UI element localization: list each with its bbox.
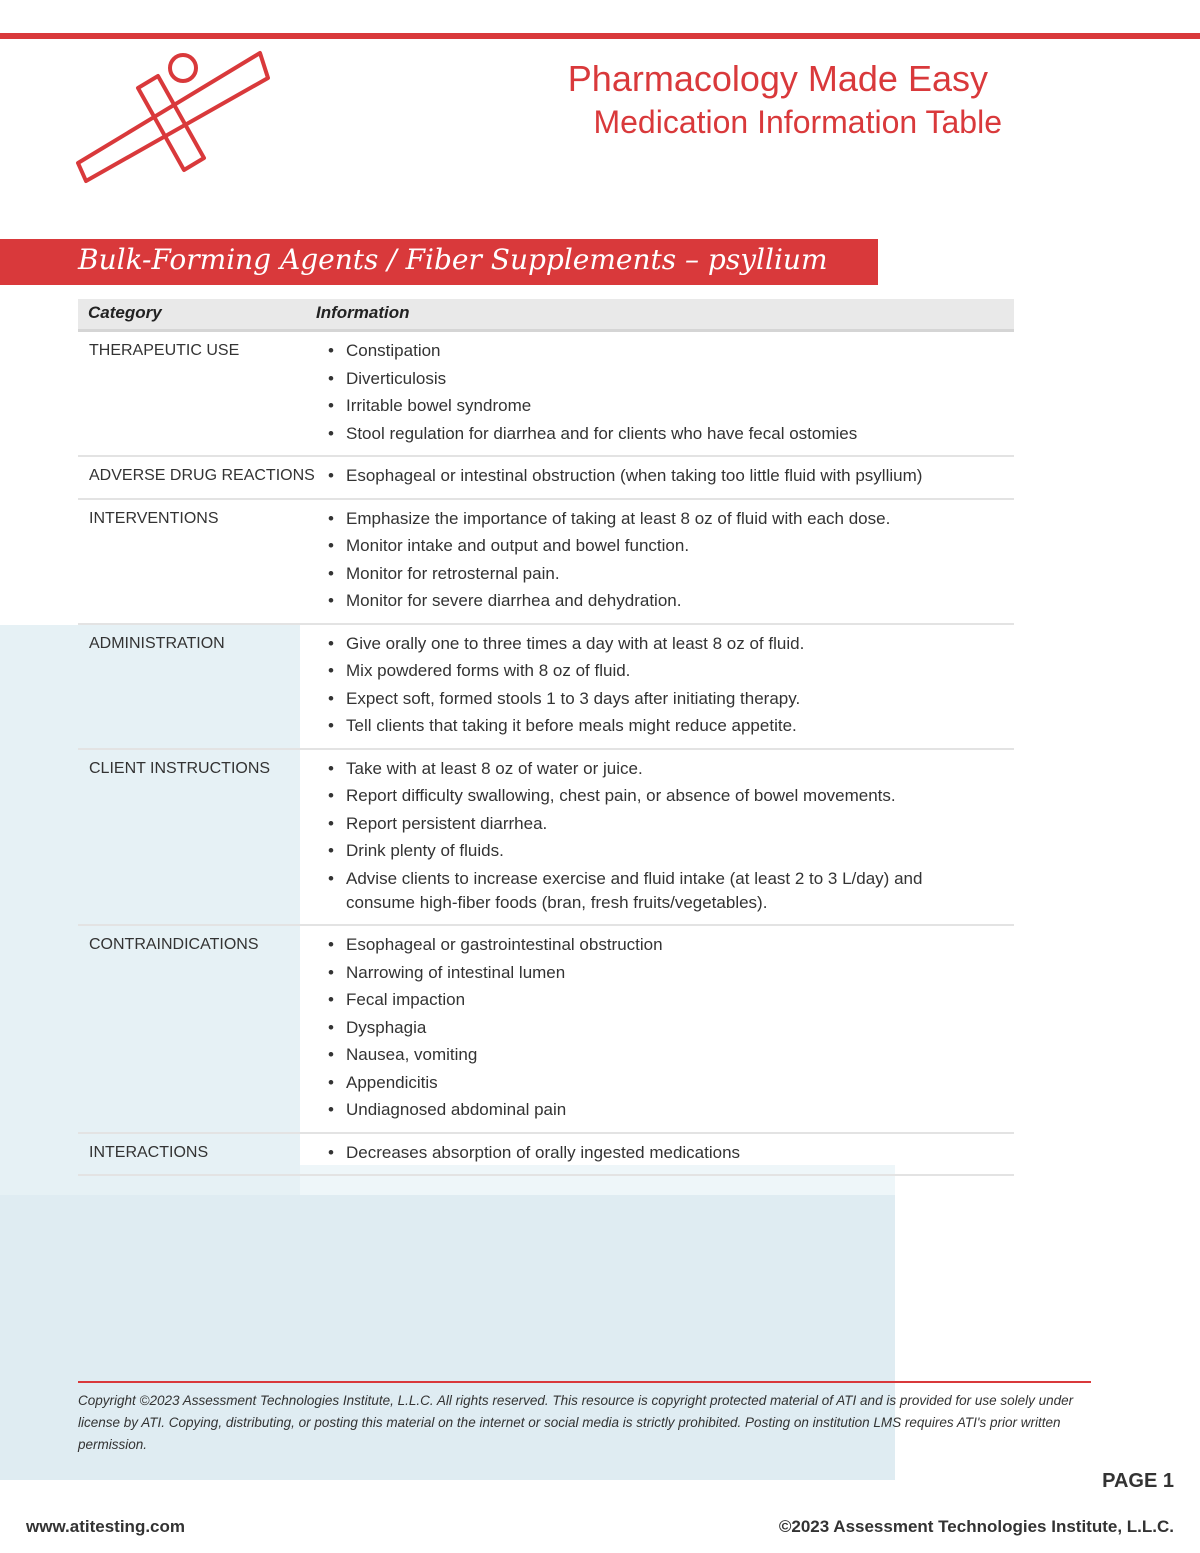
- information-cell: [316, 1134, 1014, 1175]
- information-cell: [316, 500, 1014, 623]
- list-item: • Report difficulty swallowing, chest pain, or absence of bowel movements.: [346, 784, 1014, 808]
- information-cell: [316, 457, 1014, 498]
- category-cell: CONTRAINDICATIONS: [89, 936, 259, 953]
- list-item: • Emphasize the importance of taking at least 8 oz of fluid with each dose.: [346, 507, 1014, 531]
- page-title: Pharmacology Made Easy: [567, 58, 988, 99]
- information-cell: [316, 625, 1014, 748]
- list-item: • Dysphagia: [346, 1016, 1014, 1040]
- list-item: • Diverticulosis: [346, 367, 1014, 391]
- corporate-copyright: ©2023 Assessment Technologies Institute, L.L.C.: [778, 1517, 1174, 1536]
- table-header: [78, 299, 1014, 332]
- list-item: • Advise clients to increase exercise and fluid intake (at least 2 to 3 L/day) and consume high-fiber foods (bran, fresh fruits/vegetables).: [346, 867, 1014, 915]
- ati-logo-icon: [70, 48, 275, 188]
- information-cell: [316, 926, 1014, 1132]
- list-item: • Mix powdered forms with 8 oz of fluid.: [346, 659, 1014, 683]
- list-item: • Stool regulation for diarrhea and for clients who have fecal ostomies: [346, 422, 1014, 446]
- list-item: • Give orally one to three times a day with at least 8 oz of fluid.: [346, 632, 1014, 656]
- table-row: [78, 1134, 1014, 1177]
- list-item: • Appendicitis: [346, 1071, 1014, 1095]
- information-list: [316, 339, 1014, 446]
- list-item: • Tell clients that taking it before meals might reduce appetite.: [346, 714, 1014, 738]
- list-item: • Constipation: [346, 339, 1014, 363]
- list-item: • Fecal impaction: [346, 988, 1014, 1012]
- copyright-notice: Copyright ©2023 Assessment Technologies Institute, L.L.C. All rights reserved. This resource is copyright protected material of ATI and is provided for use solely under license by ATI. Copying, distributing, or posting this material on the internet or social media is strictly prohibited. Posting on institution LMS requires ATI's prior written permission.: [78, 1393, 1074, 1452]
- list-item: • Monitor for retrosternal pain.: [346, 562, 1014, 586]
- table-row: [78, 750, 1014, 927]
- list-item: • Undiagnosed abdominal pain: [346, 1098, 1014, 1122]
- list-item: • Nausea, vomiting: [346, 1043, 1014, 1067]
- page-subtitle: Medication Information Table: [593, 104, 1002, 140]
- list-item: • Esophageal or intestinal obstruction (when taking too little fluid with psyllium): [346, 464, 1014, 488]
- column-header-category: Category: [88, 303, 162, 322]
- information-list: [316, 632, 1014, 739]
- list-item: • Expect soft, formed stools 1 to 3 days after initiating therapy.: [346, 687, 1014, 711]
- table-body: [78, 332, 1014, 1176]
- table-row: [78, 625, 1014, 750]
- medication-table: [78, 299, 1014, 1176]
- list-item: • Drink plenty of fluids.: [346, 839, 1014, 863]
- category-cell: ADVERSE DRUG REACTIONS: [89, 467, 315, 484]
- list-item: • Esophageal or gastrointestinal obstruction: [346, 933, 1014, 957]
- list-item: • Monitor intake and output and bowel function.: [346, 534, 1014, 558]
- page-number: PAGE 1: [1102, 1470, 1174, 1492]
- top-accent-bar: [0, 33, 1200, 39]
- list-item: • Monitor for severe diarrhea and dehydration.: [346, 589, 1014, 613]
- category-cell: THERAPEUTIC USE: [89, 342, 240, 359]
- list-item: • Irritable bowel syndrome: [346, 394, 1014, 418]
- information-list: [316, 933, 1014, 1122]
- table-row: [78, 926, 1014, 1134]
- information-list: [316, 757, 1014, 915]
- list-item: • Take with at least 8 oz of water or juice.: [346, 757, 1014, 781]
- footer-divider: [78, 1381, 1091, 1383]
- information-list: [316, 464, 1014, 488]
- information-list: [316, 1141, 1014, 1165]
- information-cell: [316, 750, 1014, 925]
- category-cell: INTERVENTIONS: [89, 509, 219, 527]
- table-row: [78, 500, 1014, 625]
- table-row: [78, 332, 1014, 457]
- column-header-information: Information: [316, 303, 410, 322]
- category-cell: CLIENT INSTRUCTIONS: [89, 759, 271, 777]
- information-list: [316, 507, 1014, 614]
- list-item: • Decreases absorption of orally ingested medications: [346, 1141, 1014, 1165]
- information-cell: [316, 332, 1014, 455]
- section-title: Bulk-Forming Agents / Fiber Supplements – psyllium: [78, 243, 828, 276]
- list-item: • Narrowing of intestinal lumen: [346, 961, 1014, 985]
- category-cell: ADMINISTRATION: [89, 634, 225, 652]
- table-row: [78, 457, 1014, 500]
- website-link[interactable]: www.atitesting.com: [26, 1517, 186, 1536]
- category-cell: INTERACTIONS: [89, 1143, 209, 1161]
- list-item: • Report persistent diarrhea.: [346, 812, 1014, 836]
